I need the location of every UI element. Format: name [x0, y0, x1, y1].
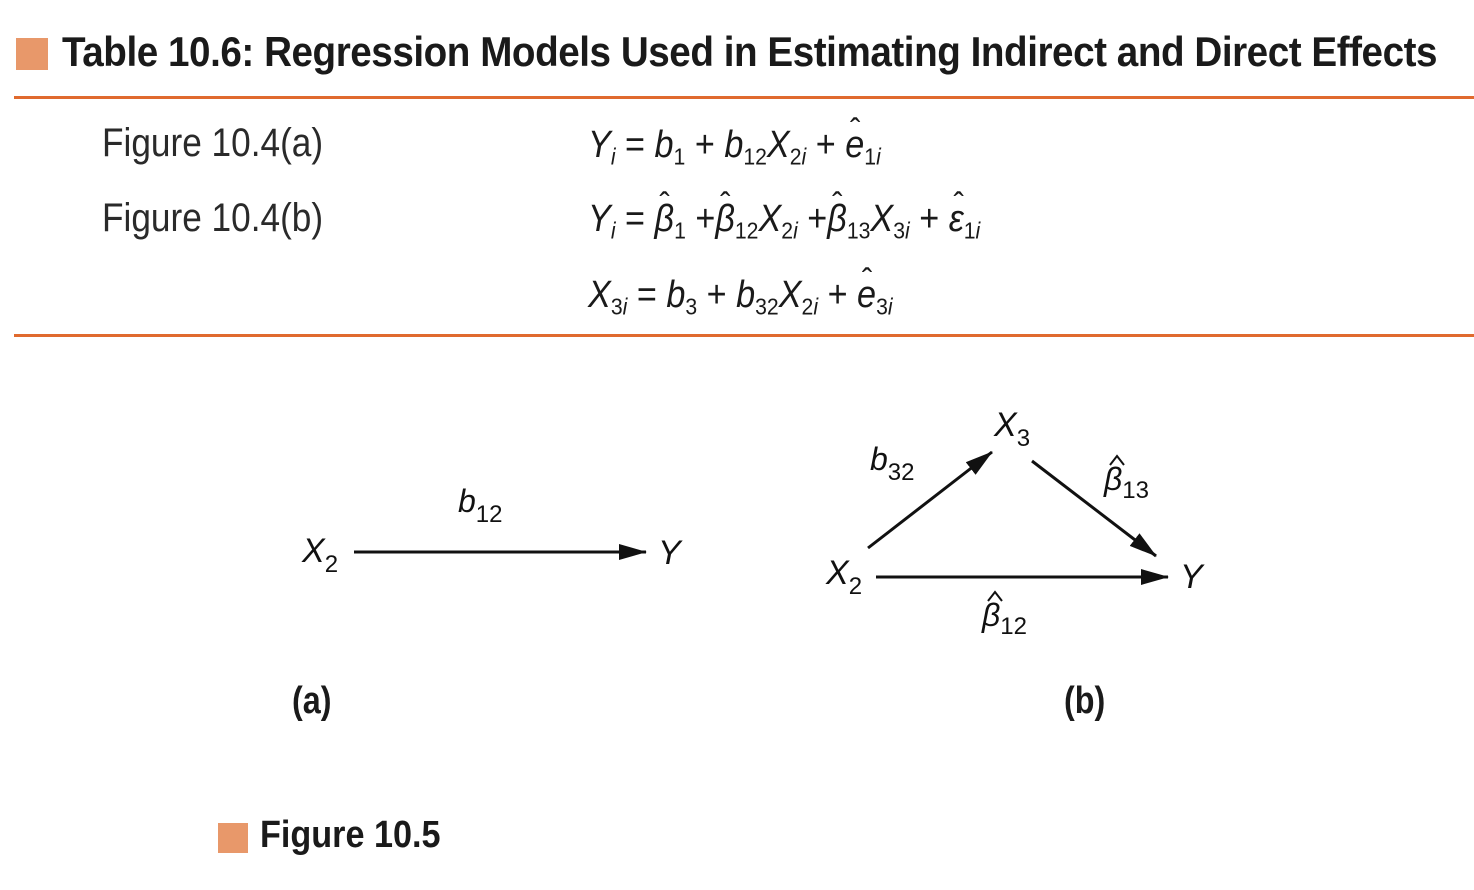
svg-text:β13: $\beta_{13}$ [1104, 461, 1149, 504]
equation-10-4b-x3: $X_{3i} = b_3 + b_{32}X_{2i}$ + ˆ $e_{3i}$ [588, 274, 893, 321]
node-y-b: Y [1180, 558, 1203, 596]
node-y-a: Y [658, 534, 681, 572]
panel-a-diagram [301, 483, 683, 578]
equation-10-4b-y: $Y_i$ = ˆ $\beta_1$ +ˆ $\beta_{12}X_{2i}$ +ˆ $\beta_{13}X_{3i}$ + ˆ $\varepsilon_{1i}$ [588, 198, 980, 245]
edge-label-b32: $b_{32}$ [870, 441, 915, 486]
svg-text:β12: $\beta_{12}$ [982, 597, 1027, 640]
row-label-figure-10-4a: Figure 10.4(a) [102, 121, 324, 165]
figure-caption: Figure 10.5 [260, 814, 441, 856]
panel-b-diagram [825, 406, 1205, 640]
node-x3: $X_3$ [994, 406, 1031, 452]
row-label-figure-10-4b: Figure 10.4(b) [102, 196, 324, 240]
edge-x3-y [1032, 461, 1156, 556]
edge-label-beta12 [981, 592, 1027, 640]
edge-label-b12: $b_{12}$ [458, 483, 503, 528]
node-x2-a: $X_2$ [302, 532, 339, 578]
panel-a-label: (a) [292, 680, 332, 722]
figure-caption-marker [218, 823, 248, 853]
equation-10-4a: $Y_i = b_1 + b_{12}X_{2i}$ + ˆ $e_{1i}$ [588, 124, 881, 171]
table-title: Table 10.6: Regression Models Used in Estimating Indirect and Direct Effects [62, 28, 1438, 75]
node-x2-b: $X_2$ [826, 554, 863, 600]
edge-label-beta13 [1103, 456, 1149, 504]
panel-b-label: (b) [1064, 680, 1106, 722]
